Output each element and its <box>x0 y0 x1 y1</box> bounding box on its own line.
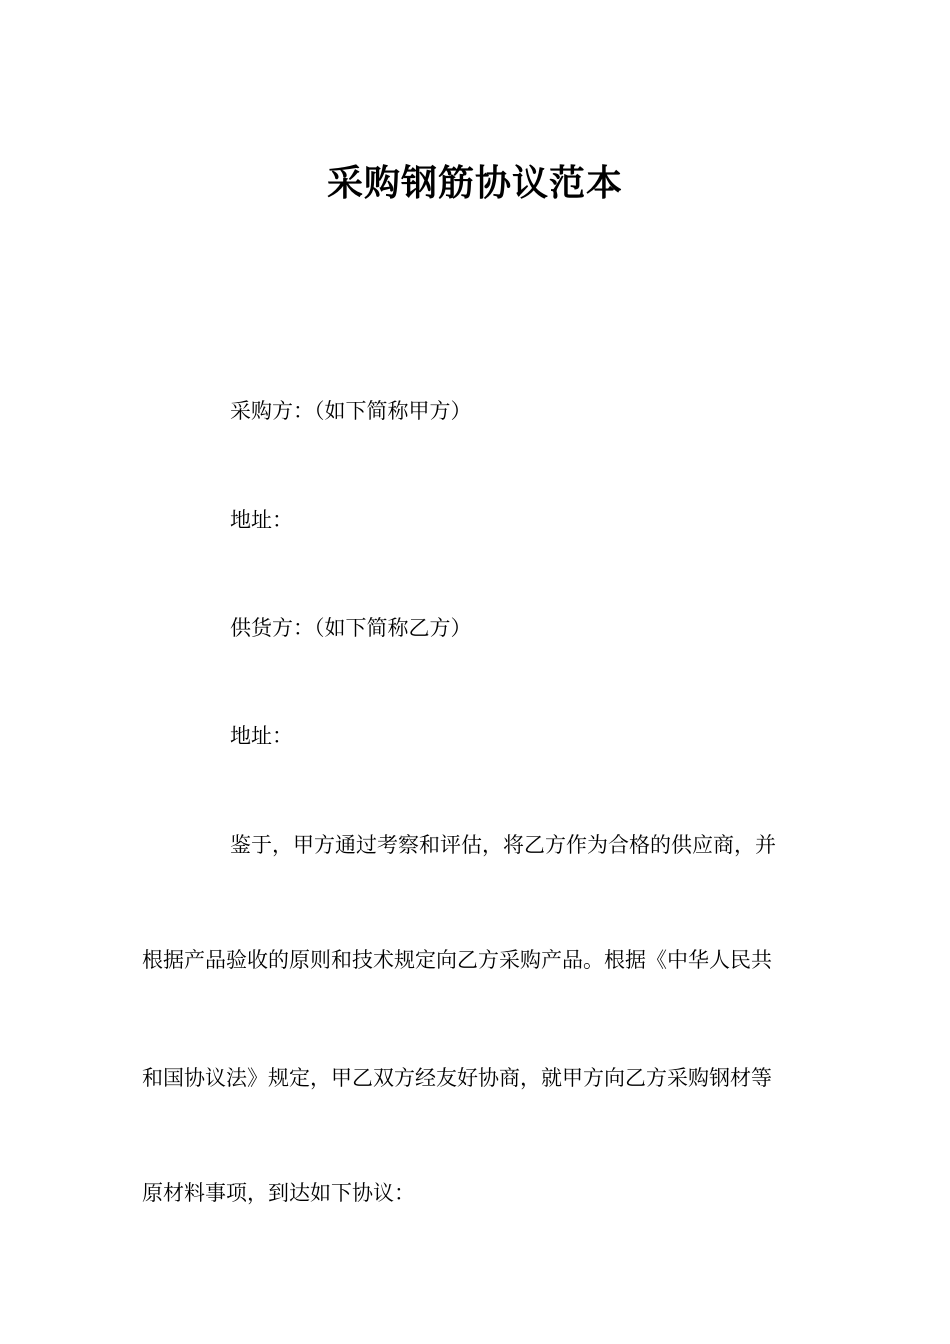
document-title: 采购钢筋协议范本 <box>326 163 623 204</box>
preamble-line-3: 和国协议法》规定，甲乙双方经友好协商，就甲方向乙方采购钢材等 <box>142 1066 772 1090</box>
preamble-line-4: 原材料事项，到达如下协议： <box>142 1181 415 1205</box>
supplier-address-line: 地址： <box>230 724 293 748</box>
buyer-address-line: 地址： <box>230 508 293 532</box>
preamble-line-1: 鉴于，甲方通过考察和评估，将乙方作为合格的供应商，并 <box>230 833 776 857</box>
buyer-line: 采购方：（如下简称甲方） <box>230 399 472 423</box>
preamble-line-2: 根据产品验收的原则和技术规定向乙方采购产品。根据《中华人民共 <box>142 948 772 972</box>
supplier-line: 供货方：（如下简称乙方） <box>230 616 472 640</box>
